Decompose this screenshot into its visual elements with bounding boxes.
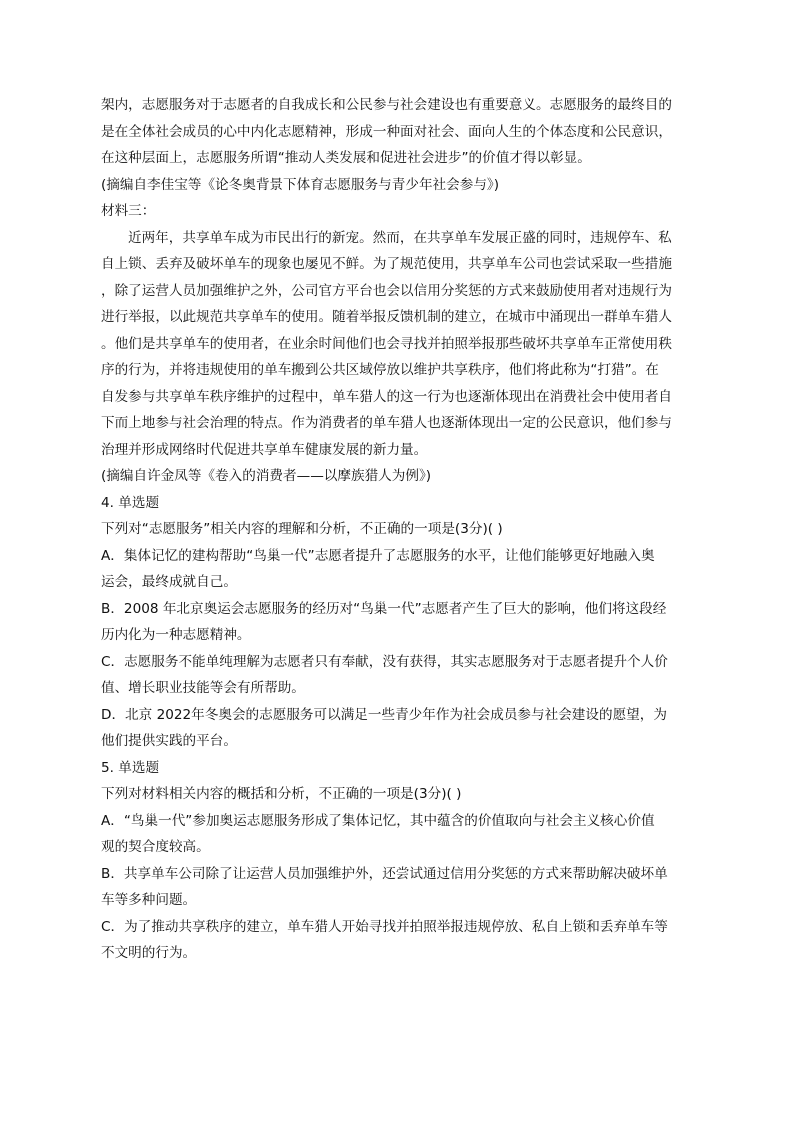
option-line: B．共享单车公司除了让运营人员加强维护外，还尝试通过信用分奖惩的方式来帮助解决破坏单 bbox=[101, 865, 668, 882]
question-type: 5. 单选题 bbox=[101, 759, 160, 776]
document-page bbox=[101, 92, 693, 967]
option-c bbox=[101, 914, 693, 967]
text-line: 进行举报，以此规范共享单车的使用。随着举报反馈机制的建立，在城市中涌现出一群单车猎人 bbox=[101, 309, 672, 325]
option-line: 值、增长职业技能等会有所帮助。 bbox=[101, 680, 305, 696]
text-line: 。他们是共享单车的使用者，在业余时间他们也会寻找并拍照举报那些破坏共享单车正常使用秩 bbox=[101, 335, 672, 352]
text-line: 治理并形成网络时代促进共享单车健康发展的新力量。 bbox=[101, 441, 428, 458]
material2-source: (摘编自李佳宝等《论冬奥背景下体育志愿服务与青少年社会参与》) bbox=[101, 176, 500, 193]
question-stem: 下列对材料相关内容的概括和分析，不正确的一项是(3分)( ) bbox=[101, 786, 462, 802]
option-line: 运会，最终成就自己。 bbox=[101, 574, 237, 590]
text-line: 序的行为，并将违规使用的单车搬到公共区域停放以维护共享秩序，他们将此称为“打猎”。在 bbox=[101, 362, 659, 378]
material3-heading: 材料三： bbox=[101, 203, 156, 219]
option-line: A．“鸟巢一代”参加奥运志愿服务形成了集体记忆，其中蕴含的价值取向与社会主义核心价值 bbox=[101, 812, 655, 829]
text-line: 在这种层面上，志愿服务所谓“推动人类发展和促进社会进步”的价值才得以彰显。 bbox=[101, 150, 591, 166]
option-b bbox=[101, 861, 693, 914]
material3-source: (摘编自许金凤等《卷入的消费者——以摩族猎人为例》) bbox=[101, 468, 432, 484]
text-line: ，除了运营人员加强维护之外，公司官方平台也会以信用分奖惩的方式来鼓励使用者对违规行为 bbox=[101, 282, 672, 299]
option-line: B．2008 年北京奥运会志愿服务的经历对“鸟巢一代”志愿者产生了巨大的影响，他们将这段经 bbox=[101, 600, 667, 617]
text-line: 自上锁、丢弃及破坏单车的现象也屡见不鲜。为了规范使用，共享单车公司也尝试采取一些措施 bbox=[101, 256, 672, 272]
option-line: D．北京 2022年冬奥会的志愿服务可以满足一些青少年作为社会成员参与社会建设的愿望，为 bbox=[101, 706, 667, 723]
option-line: 他们提供实践的平台。 bbox=[101, 733, 237, 749]
material3-paragraph bbox=[101, 225, 693, 464]
question-type: 4. 单选题 bbox=[101, 494, 160, 511]
text-line: 是在全体社会成员的心中内化志愿精神，形成一种面对社会、面向人生的个体态度和公民意识， bbox=[101, 123, 672, 140]
option-line: 观的契合度较高。 bbox=[101, 839, 210, 855]
option-c bbox=[101, 649, 693, 702]
option-line: 历内化为一种志愿精神。 bbox=[101, 627, 251, 643]
option-line: 车等多种问题。 bbox=[101, 892, 197, 908]
text-line: 架内，志愿服务对于志愿者的自我成长和公民参与社会建设也有重要意义。志愿服务的最终目的 bbox=[101, 97, 672, 113]
question-5 bbox=[101, 755, 693, 967]
material2-tail-paragraph bbox=[101, 92, 693, 172]
option-line: C．为了推动共享秩序的建立，单车猎人开始寻找并拍照举报违规停放、私自上锁和丢弃单车等 bbox=[101, 918, 668, 935]
text-line: 下而上地参与社会治理的特点。作为消费者的单车猎人也逐渐体现出一定的公民意识，他们参与 bbox=[101, 415, 672, 431]
option-line: C．志愿服务不能单纯理解为志愿者只有奉献，没有获得，其实志愿服务对于志愿者提升个人价 bbox=[101, 653, 668, 670]
option-line: 不文明的行为。 bbox=[101, 945, 197, 961]
option-a bbox=[101, 543, 693, 596]
text-line: 自发参与共享单车秩序维护的过程中，单车猎人的这一行为也逐渐体现出在消费社会中使用者自 bbox=[101, 388, 672, 405]
option-a bbox=[101, 808, 693, 861]
question-stem: 下列对“志愿服务”相关内容的理解和分析，不正确的一项是(3分)( ) bbox=[101, 521, 503, 537]
option-d bbox=[101, 702, 693, 755]
text-line: 近两年，共享单车成为市民出行的新宠。然而，在共享单车发展正盛的同时，违规停车、私 bbox=[128, 229, 672, 246]
option-line: A．集体记忆的建构帮助“鸟巢一代”志愿者提升了志愿服务的水平，让他们能够更好地融入奥 bbox=[101, 547, 655, 564]
option-b bbox=[101, 596, 693, 649]
question-4 bbox=[101, 490, 693, 755]
